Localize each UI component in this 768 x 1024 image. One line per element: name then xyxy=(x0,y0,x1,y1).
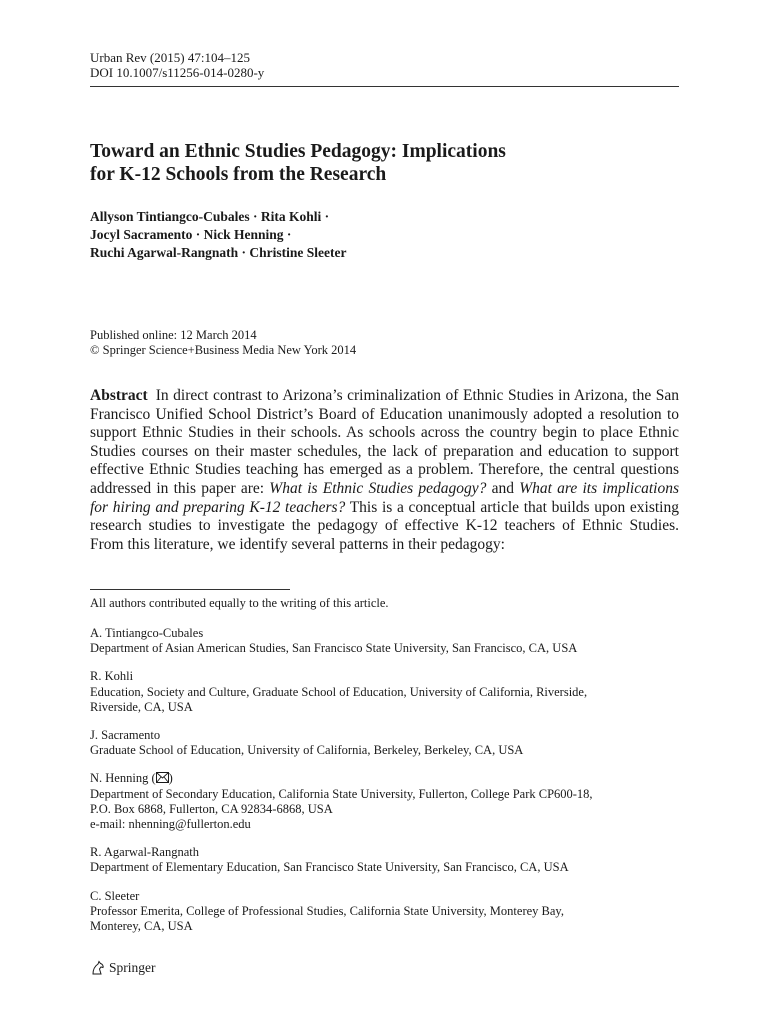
abstract-text-2: This is a conceptual article that builds upon existing research studies to investigate the pedagogy of effective K-12 teachers of Ethnic Studies. From this literature, we identify several patterns in their pedagogy: xyxy=(90,498,679,553)
envelope-icon xyxy=(156,772,169,783)
affiliation-line: Department of Asian American Studies, San Francisco State University, San Francisco, CA, USA xyxy=(90,641,578,656)
affiliation-henning xyxy=(90,771,680,832)
affiliation-name-row: N. Henning ( ) xyxy=(90,771,173,786)
springer-horse-icon xyxy=(90,960,106,976)
affiliation-name: J. Sacramento xyxy=(90,728,161,743)
footnote-rule xyxy=(90,589,290,590)
abstract-question-1: What is Ethnic Studies pedagogy? xyxy=(269,479,487,497)
journal-citation: Urban Rev (2015) 47:104–125 xyxy=(90,50,250,65)
title-line-2: for K-12 Schools from the Research xyxy=(90,164,387,185)
affiliation-name: R. Agarwal-Rangnath xyxy=(90,845,200,860)
author-list xyxy=(90,208,347,262)
abstract-text-1: In direct contrast to Arizona’s criminalization of Ethnic Studies in Arizona, the San Francisco Unified School District’s Board of Education unanimously adopted a resolution to support Ethnic Studies in their schools. As schools across the country begin to place Ethnic Studies courses on their master schedules, the lack of preparation and education to support effective Ethnic Studies teaching has emerged as a problem. Therefore, the central questions addressed in this paper are: xyxy=(90,387,679,497)
abstract-and: and xyxy=(486,479,520,497)
affiliation-line: Graduate School of Education, University of California, Berkeley, Berkeley, CA, USA xyxy=(90,743,524,758)
abstract-label: Abstract xyxy=(90,387,148,404)
abstract xyxy=(90,387,679,554)
affiliation-line: Riverside, CA, USA xyxy=(90,699,193,714)
doi: DOI 10.1007/s11256-014-0280-y xyxy=(90,65,265,80)
affiliation-line: Monterey, CA, USA xyxy=(90,919,193,934)
affiliation-line: Department of Secondary Education, California State University, Fullerton, College Park CP600-18, xyxy=(90,786,593,801)
affiliation-line: Professor Emerita, College of Professional Studies, California State University, Monterey Bay, xyxy=(90,903,564,918)
affiliation-agarwal-rangnath xyxy=(90,845,680,875)
affiliation-name: R. Kohli xyxy=(90,669,134,684)
authors-line-2: Jocyl Sacramento · Nick Henning · xyxy=(90,227,292,242)
affiliation-tintiangco-cubales xyxy=(90,626,680,656)
publisher-footer xyxy=(90,960,156,976)
affiliation-sacramento xyxy=(90,728,680,758)
affiliations xyxy=(90,626,680,947)
affiliation-name: C. Sleeter xyxy=(90,888,140,903)
abstract-question-2: What are its implications for hiring and preparing K-12 teachers? xyxy=(90,479,679,516)
authors-line-3: Ruchi Agarwal-Rangnath · Christine Sleeter xyxy=(90,245,347,260)
publication-info xyxy=(90,328,356,358)
affiliation-email: e-mail: nhenning@fullerton.edu xyxy=(90,817,251,832)
published-date: Published online: 12 March 2014 xyxy=(90,328,257,342)
affiliation-line: P.O. Box 6868, Fullerton, CA 92834-6868, USA xyxy=(90,801,333,816)
paper-title xyxy=(90,140,506,186)
contribution-note: All authors contributed equally to the writing of this article. xyxy=(90,596,389,610)
authors-line-1: Allyson Tintiangco-Cubales · Rita Kohli · xyxy=(90,209,330,224)
affiliation-name: A. Tintiangco-Cubales xyxy=(90,626,204,640)
copyright: © Springer Science+Business Media New York 2014 xyxy=(90,343,357,357)
affiliation-name: N. Henning ( xyxy=(90,771,156,786)
title-line-1: Toward an Ethnic Studies Pedagogy: Implications xyxy=(90,141,506,162)
affiliation-kohli xyxy=(90,669,680,715)
publisher-name: Springer xyxy=(109,960,156,975)
affiliation-line: Education, Society and Culture, Graduate School of Education, University of California, Riverside, xyxy=(90,684,588,699)
header-rule xyxy=(90,86,679,87)
affiliation-sleeter xyxy=(90,889,680,935)
affiliation-line: Department of Elementary Education, San Francisco State University, San Francisco, CA, USA xyxy=(90,860,569,875)
